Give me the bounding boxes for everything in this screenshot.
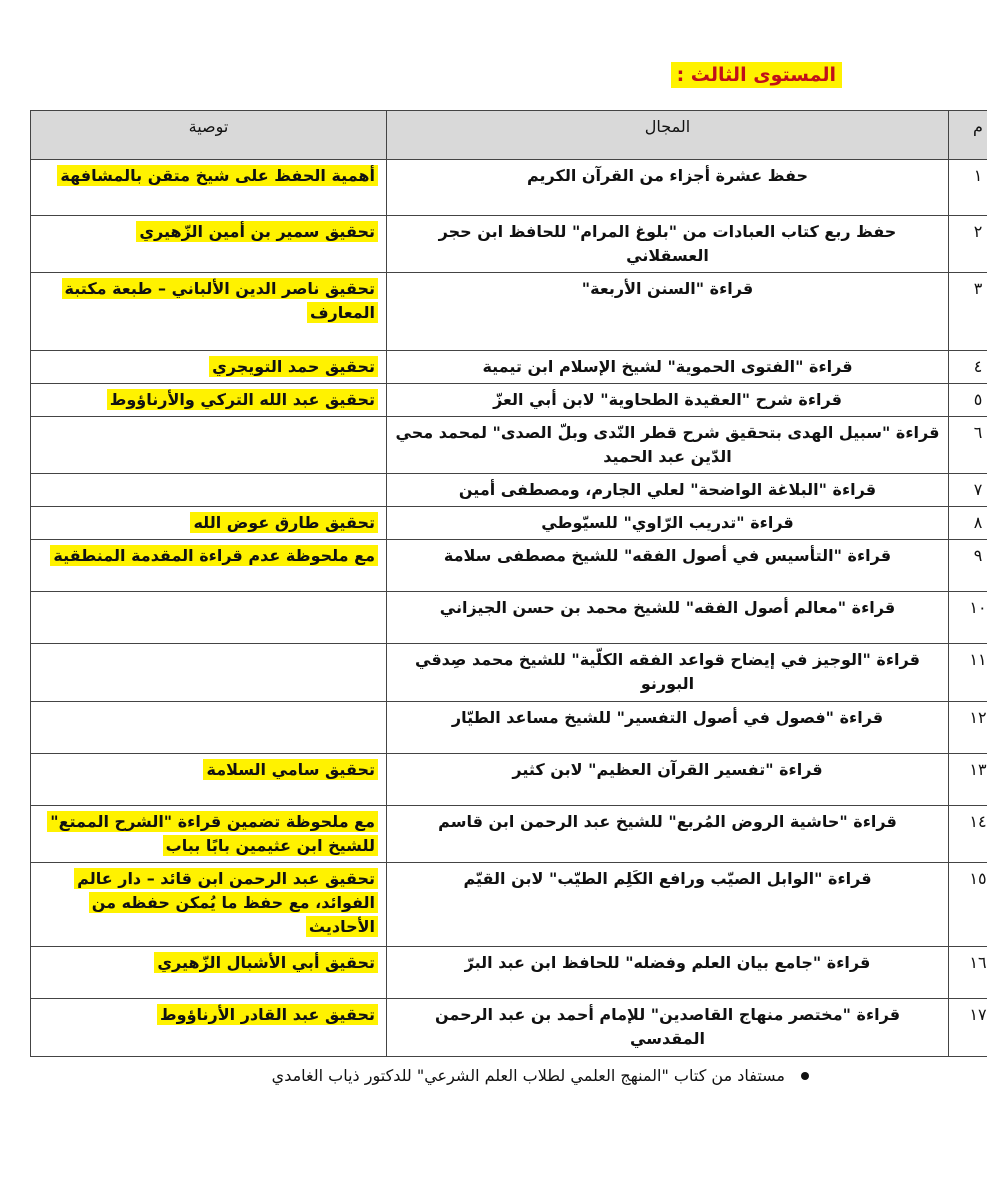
row-note: تحقيق سمير بن أمين الزّهيري <box>136 221 378 242</box>
row-number: ١٣ <box>949 754 987 806</box>
row-field: قراءة شرح "العقيدة الطحاوية" لابن أبي العزّ <box>387 384 949 417</box>
row-number: ٨ <box>949 507 987 540</box>
row-note-cell <box>31 947 387 999</box>
row-field: قراءة "الفتوى الحموية" لشيخ الإسلام ابن تيمية <box>387 351 949 384</box>
row-field: قراءة "البلاغة الواضحة" لعلي الجارم، ومصطفى أمين <box>387 474 949 507</box>
row-field: قراءة "فصول في أصول التفسير" للشيخ مساعد الطيّار <box>387 702 949 754</box>
table-row <box>31 644 987 702</box>
bullet-icon <box>801 1072 809 1080</box>
row-note-cell <box>31 540 387 592</box>
table-row <box>31 160 987 216</box>
row-number: ٣ <box>949 273 987 351</box>
row-field: حفظ ربع كتاب العبادات من "بلوغ المرام" للحافظ ابن حجر العسقلاني <box>387 216 949 273</box>
table-row <box>31 216 987 273</box>
row-note-cell <box>31 384 387 417</box>
table-row <box>31 806 987 863</box>
table-body <box>31 160 987 1057</box>
table-row <box>31 754 987 806</box>
row-note-cell <box>31 863 387 947</box>
row-note-cell <box>31 160 387 216</box>
row-number: ٧ <box>949 474 987 507</box>
source-note-text: مستفاد من كتاب "المنهج العلمي لطلاب العلم الشرعي" للدكتور ذياب الغامدي <box>271 1066 785 1085</box>
table-row <box>31 540 987 592</box>
row-note: تحقيق طارق عوض الله <box>190 512 378 533</box>
row-number: ٢ <box>949 216 987 273</box>
row-note: تحقيق سامي السلامة <box>203 759 378 780</box>
row-note: أهمية الحفظ على شيخ متقن بالمشافهة <box>57 165 378 186</box>
row-number: ٩ <box>949 540 987 592</box>
table-row <box>31 507 987 540</box>
table-row <box>31 273 987 351</box>
row-field: قراءة "السنن الأربعة" <box>387 273 949 351</box>
table-row <box>31 592 987 644</box>
row-field: قراءة "تفسير القرآن العظيم" لابن كثير <box>387 754 949 806</box>
level-heading: المستوى الثالث : <box>671 62 842 88</box>
header-note: توصية <box>31 111 387 160</box>
row-field: قراءة "الوابل الصيّب ورافع الكَلِم الطيّب" لابن القيّم <box>387 863 949 947</box>
table-row <box>31 702 987 754</box>
row-note-cell <box>31 644 387 702</box>
row-field: قراءة "جامع بيان العلم وفضله" للحافظ ابن عبد البرّ <box>387 947 949 999</box>
row-note: تحقيق عبد الرحمن ابن قائد – دار عالم الفوائد، مع حفظ ما يُمكن حفظه من الأحاديث <box>74 868 378 937</box>
table-row <box>31 474 987 507</box>
row-number: ١٢ <box>949 702 987 754</box>
header-num: م <box>949 111 987 160</box>
row-number: ٥ <box>949 384 987 417</box>
row-note-cell <box>31 999 387 1057</box>
table-row <box>31 947 987 999</box>
row-note-cell <box>31 507 387 540</box>
row-field: قراءة "مختصر منهاج القاصدين" للإمام أحمد بن عبد الرحمن المقدسي <box>387 999 949 1057</box>
row-note: تحقيق حمد التويجري <box>209 356 378 377</box>
row-note-cell <box>31 806 387 863</box>
row-number: ١٦ <box>949 947 987 999</box>
row-note-cell <box>31 273 387 351</box>
row-note: مع ملحوظة عدم قراءة المقدمة المنطقية <box>50 545 378 566</box>
header-field: المجال <box>387 111 949 160</box>
row-number: ١٤ <box>949 806 987 863</box>
row-field: قراءة "سبيل الهدى بتحقيق شرح قطر النّدى وبلّ الصدى" لمحمد محي الدّين عبد الحميد <box>387 417 949 474</box>
row-note-cell <box>31 474 387 507</box>
row-note-cell <box>31 351 387 384</box>
row-field: قراءة "التأسيس في أصول الفقه" للشيخ مصطفى سلامة <box>387 540 949 592</box>
row-number: ١٧ <box>949 999 987 1057</box>
row-note: تحقيق أبي الأشبال الزّهيري <box>154 952 378 973</box>
table-row <box>31 384 987 417</box>
row-number: ١٥ <box>949 863 987 947</box>
table-row <box>31 351 987 384</box>
row-number: ٦ <box>949 417 987 474</box>
row-number: ١١ <box>949 644 987 702</box>
row-number: ١٠ <box>949 592 987 644</box>
table-header-row <box>31 111 987 160</box>
row-note-cell <box>31 216 387 273</box>
row-note: تحقيق عبد القادر الأرناؤوط <box>157 1004 378 1025</box>
row-note: مع ملحوظة تضمين قراءة "الشرح الممتع" للشيخ ابن عثيمين بابًا بباب <box>47 811 378 856</box>
row-note-cell <box>31 702 387 754</box>
row-note-cell <box>31 592 387 644</box>
row-number: ١ <box>949 160 987 216</box>
row-note: تحقيق عبد الله التركي والأرناؤوط <box>107 389 378 410</box>
table-row <box>31 863 987 947</box>
source-note <box>272 1066 809 1085</box>
row-field: قراءة "معالم أصول الفقه" للشيخ محمد بن حسن الجيزاني <box>387 592 949 644</box>
curriculum-table <box>30 110 987 1057</box>
row-note-cell <box>31 417 387 474</box>
row-field: قراءة "تدريب الرّاوي" للسيّوطي <box>387 507 949 540</box>
row-note-cell <box>31 754 387 806</box>
row-note: تحقيق ناصر الدين الألباني – طبعة مكتبة المعارف <box>62 278 378 323</box>
table-row <box>31 999 987 1057</box>
table-row <box>31 417 987 474</box>
row-field: قراءة "الوجيز في إيضاح قواعد الفقه الكلّية" للشيخ محمد صِدقي البورنو <box>387 644 949 702</box>
row-field: حفظ عشرة أجزاء من القرآن الكريم <box>387 160 949 216</box>
row-field: قراءة "حاشية الروض المُربع" للشيخ عبد الرحمن ابن قاسم <box>387 806 949 863</box>
row-number: ٤ <box>949 351 987 384</box>
